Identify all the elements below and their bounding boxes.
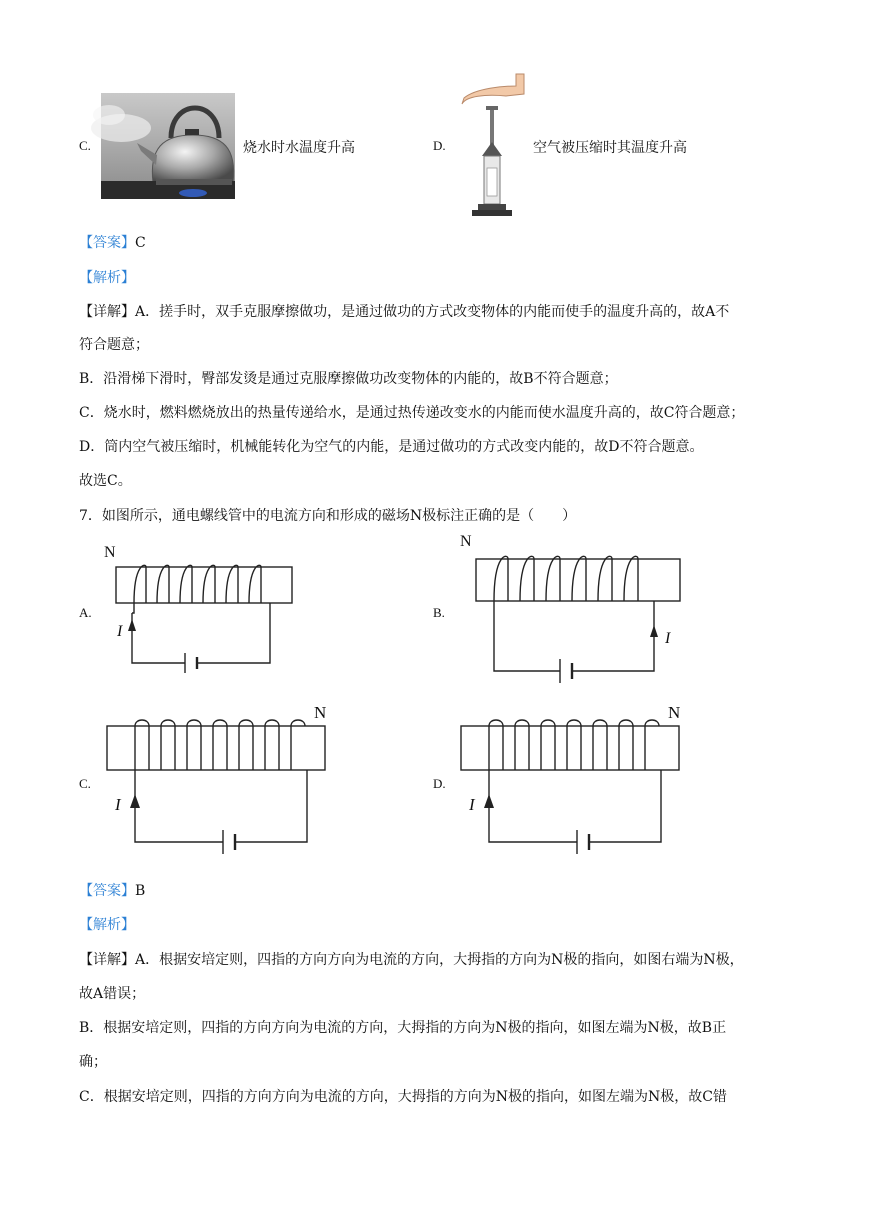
analysis-tag: 【解析】 bbox=[79, 917, 135, 933]
option-c7-solenoid-diagram bbox=[103, 712, 333, 862]
option-c-text: 烧水时水温度升高 bbox=[243, 140, 355, 156]
option-b-letter: B. bbox=[433, 605, 445, 620]
option-d7-current-label: I bbox=[469, 795, 475, 814]
option-a-pole-label: N bbox=[104, 544, 116, 561]
analysis-tag: 【解析】 bbox=[79, 270, 135, 286]
detail-tag: 【详解】 bbox=[79, 952, 135, 968]
q7-detail-line-1 bbox=[79, 950, 744, 970]
option-d7-pole-label: N bbox=[668, 703, 681, 722]
option-a-letter: A. bbox=[79, 605, 92, 620]
answer-tag: 【答案】 bbox=[79, 235, 135, 251]
kettle-photo bbox=[101, 93, 235, 199]
q6-analysis-tag bbox=[79, 268, 135, 288]
option-c7-current-label: I bbox=[115, 795, 121, 814]
q6-detail-line-3: B．沿滑梯下滑时，臀部发烫是通过克服摩擦做功改变物体的内能的，故B不符合题意； bbox=[79, 371, 618, 387]
option-a-current-label: I bbox=[117, 623, 123, 640]
answer-value: C bbox=[135, 235, 146, 251]
option-c-letter: C. bbox=[79, 138, 91, 153]
answer-value: B bbox=[135, 883, 146, 899]
q6-detail-line-6: 故选C。 bbox=[79, 473, 132, 489]
q7-detail-line-5: C．根据安培定则，四指的方向方向为电流的方向，大拇指的方向为N极的指向，如图左端为N极，故C错 bbox=[79, 1089, 727, 1105]
q6-detail-line-2: 符合题意； bbox=[79, 337, 149, 353]
option-d-text: 空气被压缩时其温度升高 bbox=[533, 140, 687, 156]
option-d7-solenoid-diagram bbox=[457, 712, 687, 862]
option-b-pole-label: N bbox=[460, 533, 472, 550]
q6-detail-line-1 bbox=[79, 302, 729, 322]
compression-apparatus-image bbox=[456, 72, 528, 222]
detail-text: A．搓手时，双手克服摩擦做功，是通过做功的方式改变物体的内能而使手的温度升高的，故A不 bbox=[135, 304, 730, 320]
option-d-letter: D. bbox=[433, 138, 446, 153]
q7-analysis-tag bbox=[79, 915, 135, 935]
answer-tag: 【答案】 bbox=[79, 883, 135, 899]
q7-detail-line-2: 故A错误； bbox=[79, 986, 146, 1002]
q6-detail-line-4: C．烧水时，燃料燃烧放出的热量传递给水，是通过热传递改变水的内能而使水温度升高的，故C符合题意； bbox=[79, 405, 745, 421]
option-a-solenoid-diagram bbox=[100, 555, 300, 680]
q7-question: 7．如图所示，通电螺线管中的电流方向和形成的磁场N极标注正确的是（ ） bbox=[79, 508, 577, 524]
q6-answer bbox=[79, 233, 146, 253]
q7-detail-line-4: 确； bbox=[79, 1054, 107, 1070]
option-c7-pole-label: N bbox=[314, 703, 327, 722]
q7-detail-line-3: B．根据安培定则，四指的方向方向为电流的方向，大拇指的方向为N极的指向，如图左端为N极，故B正 bbox=[79, 1020, 727, 1036]
option-b-solenoid-diagram bbox=[458, 545, 688, 690]
option-d7-letter: D. bbox=[433, 776, 446, 791]
q7-answer bbox=[79, 881, 145, 901]
q6-detail-line-5: D．筒内空气被压缩时，机械能转化为空气的内能，是通过做功的方式改变内能的，故D不符合题意。 bbox=[79, 439, 704, 455]
detail-text: A．根据安培定则，四指的方向方向为电流的方向，大拇指的方向为N极的指向，如图右端为N极， bbox=[135, 952, 744, 968]
option-b-current-label: I bbox=[665, 630, 671, 647]
detail-tag: 【详解】 bbox=[79, 304, 135, 320]
option-c7-letter: C. bbox=[79, 776, 91, 791]
